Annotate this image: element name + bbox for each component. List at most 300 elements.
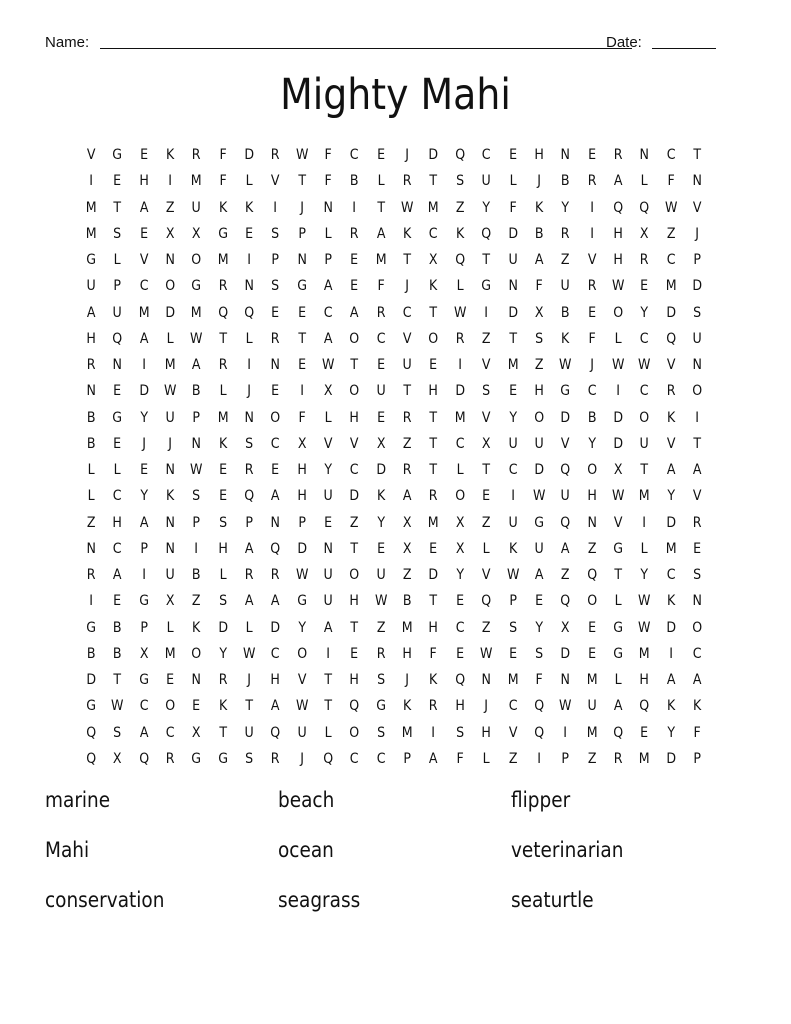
grid-cell[interactable]: Z — [350, 514, 359, 531]
grid-cell[interactable]: M — [191, 173, 202, 190]
grid-cell[interactable]: T — [482, 462, 491, 478]
grid-cell[interactable]: A — [692, 462, 702, 478]
grid-cell[interactable]: R — [271, 750, 280, 767]
grid-cell[interactable]: N — [244, 409, 254, 426]
grid-cell[interactable]: A — [244, 540, 254, 557]
grid-cell[interactable]: X — [613, 462, 623, 478]
grid-cell[interactable]: S — [376, 672, 385, 688]
grid-cell[interactable]: S — [245, 435, 254, 452]
grid-cell[interactable]: A — [139, 724, 149, 741]
grid-cell[interactable]: K — [218, 435, 228, 452]
grid-cell[interactable]: E — [350, 645, 359, 662]
grid-cell[interactable]: I — [510, 488, 515, 505]
grid-cell[interactable]: E — [376, 147, 385, 163]
grid-cell[interactable]: F — [219, 173, 227, 190]
grid-cell[interactable]: E — [640, 278, 649, 295]
grid-cell[interactable]: T — [377, 199, 385, 216]
grid-cell[interactable]: N — [86, 383, 96, 400]
grid-cell[interactable]: H — [139, 173, 149, 190]
grid-cell[interactable]: K — [508, 540, 517, 557]
grid-cell[interactable]: D — [665, 514, 676, 531]
grid-cell[interactable]: R — [271, 567, 280, 583]
grid-cell[interactable]: V — [482, 567, 491, 583]
grid-cell[interactable]: J — [247, 383, 252, 400]
grid-cell[interactable]: T — [324, 698, 333, 715]
grid-cell[interactable]: L — [219, 383, 227, 400]
grid-cell[interactable]: O — [165, 698, 176, 715]
grid-cell[interactable]: A — [271, 593, 280, 610]
grid-cell[interactable]: Y — [640, 304, 649, 321]
grid-cell[interactable]: U — [86, 278, 96, 295]
grid-cell[interactable]: M — [428, 199, 440, 216]
grid-cell[interactable]: D — [560, 409, 571, 426]
grid-cell[interactable]: L — [456, 462, 464, 478]
grid-cell[interactable]: D — [507, 304, 518, 321]
grid-cell[interactable]: Y — [482, 199, 491, 216]
grid-cell[interactable]: S — [271, 278, 280, 295]
grid-cell[interactable]: X — [482, 435, 491, 452]
grid-cell[interactable]: E — [324, 514, 333, 531]
grid-cell[interactable]: G — [191, 750, 202, 767]
grid-cell[interactable]: B — [113, 645, 122, 662]
grid-cell[interactable]: B — [86, 435, 96, 452]
grid-cell[interactable]: F — [667, 173, 675, 190]
grid-cell[interactable]: G — [191, 278, 202, 295]
grid-cell[interactable]: X — [534, 304, 544, 321]
grid-cell[interactable]: T — [693, 147, 701, 163]
grid-cell[interactable]: U — [323, 488, 333, 505]
grid-cell[interactable]: R — [218, 672, 228, 688]
grid-cell[interactable]: E — [376, 409, 385, 426]
grid-cell[interactable]: T — [350, 540, 359, 557]
grid-cell[interactable]: T — [429, 462, 438, 478]
grid-cell[interactable]: R — [271, 330, 280, 347]
grid-cell[interactable]: Z — [561, 252, 570, 268]
grid-cell[interactable]: H — [428, 619, 439, 636]
grid-cell[interactable]: E — [640, 724, 649, 741]
grid-cell[interactable]: V — [297, 672, 307, 688]
grid-cell[interactable]: R — [218, 278, 228, 295]
grid-cell[interactable]: F — [298, 409, 306, 426]
grid-cell[interactable]: R — [692, 514, 702, 531]
grid-cell[interactable]: C — [402, 304, 412, 321]
grid-cell[interactable]: U — [244, 724, 254, 741]
grid-cell[interactable]: N — [692, 593, 702, 610]
grid-cell[interactable]: A — [244, 593, 254, 610]
grid-cell[interactable]: A — [323, 330, 333, 347]
grid-cell[interactable]: F — [535, 278, 543, 295]
grid-cell[interactable]: G — [613, 619, 623, 636]
grid-cell[interactable]: N — [270, 514, 281, 531]
grid-cell[interactable]: C — [639, 330, 649, 347]
grid-cell[interactable]: M — [401, 724, 413, 741]
grid-cell[interactable]: R — [587, 278, 597, 295]
grid-cell[interactable]: P — [324, 252, 333, 268]
grid-cell[interactable]: G — [138, 672, 149, 688]
grid-cell[interactable]: D — [349, 488, 360, 505]
grid-cell[interactable]: Z — [666, 225, 676, 242]
grid-cell[interactable]: A — [666, 462, 676, 478]
grid-cell[interactable]: C — [587, 383, 597, 400]
grid-cell[interactable]: S — [218, 593, 227, 610]
grid-cell[interactable]: E — [455, 593, 464, 610]
grid-cell[interactable]: Y — [140, 488, 148, 505]
grid-cell[interactable]: D — [560, 645, 571, 662]
grid-cell[interactable]: I — [141, 357, 146, 373]
grid-cell[interactable]: E — [482, 488, 491, 505]
grid-cell[interactable]: W — [453, 304, 467, 321]
grid-cell[interactable]: C — [508, 698, 518, 715]
grid-cell[interactable]: R — [192, 147, 201, 163]
grid-cell[interactable]: W — [163, 383, 177, 400]
grid-cell[interactable]: L — [614, 672, 622, 688]
grid-cell[interactable]: G — [217, 750, 228, 767]
grid-cell[interactable]: E — [587, 147, 596, 163]
grid-cell[interactable]: O — [586, 462, 597, 478]
grid-cell[interactable]: Q — [270, 724, 281, 741]
grid-cell[interactable]: Y — [508, 409, 517, 426]
grid-cell[interactable]: K — [429, 672, 438, 688]
grid-cell[interactable]: O — [349, 724, 360, 741]
grid-cell[interactable]: M — [85, 225, 97, 242]
grid-cell[interactable]: L — [324, 409, 332, 426]
grid-cell[interactable]: H — [534, 383, 544, 400]
grid-cell[interactable]: T — [429, 593, 438, 610]
grid-cell[interactable]: A — [113, 567, 122, 583]
grid-cell[interactable]: N — [244, 278, 254, 295]
grid-cell[interactable]: F — [588, 330, 596, 347]
grid-cell[interactable]: V — [139, 252, 149, 268]
grid-cell[interactable]: N — [639, 147, 650, 163]
grid-cell[interactable]: X — [165, 225, 175, 242]
grid-cell[interactable]: D — [86, 672, 97, 688]
grid-cell[interactable]: M — [191, 304, 202, 321]
grid-cell[interactable]: N — [165, 462, 175, 478]
grid-cell[interactable]: I — [89, 173, 94, 190]
grid-cell[interactable]: E — [587, 645, 596, 662]
grid-cell[interactable]: Z — [482, 330, 491, 347]
grid-cell[interactable]: R — [613, 750, 623, 767]
grid-cell[interactable]: T — [298, 330, 306, 347]
grid-cell[interactable]: E — [113, 173, 122, 190]
grid-cell[interactable]: R — [560, 225, 570, 242]
grid-cell[interactable]: M — [507, 357, 519, 373]
grid-cell[interactable]: S — [245, 750, 254, 767]
grid-cell[interactable]: Q — [639, 199, 650, 216]
grid-cell[interactable]: K — [561, 330, 570, 347]
grid-cell[interactable]: O — [349, 567, 360, 583]
grid-cell[interactable]: G — [297, 593, 307, 610]
grid-cell[interactable]: A — [534, 252, 544, 268]
grid-cell[interactable]: U — [376, 567, 386, 583]
grid-cell[interactable]: Y — [324, 462, 333, 478]
grid-cell[interactable]: T — [350, 357, 359, 373]
grid-cell[interactable]: N — [692, 357, 702, 373]
grid-cell[interactable]: I — [458, 357, 462, 373]
grid-cell[interactable]: E — [587, 304, 596, 321]
grid-cell[interactable]: H — [349, 409, 360, 426]
grid-cell[interactable]: B — [192, 567, 201, 583]
grid-cell[interactable]: H — [297, 462, 307, 478]
grid-cell[interactable]: J — [300, 199, 304, 216]
grid-cell[interactable]: T — [298, 173, 306, 190]
grid-cell[interactable]: U — [560, 278, 570, 295]
grid-cell[interactable]: P — [192, 409, 201, 426]
grid-cell[interactable]: R — [455, 330, 465, 347]
grid-cell[interactable]: A — [271, 698, 280, 715]
grid-cell[interactable]: Q — [534, 724, 544, 741]
grid-cell[interactable]: L — [614, 593, 622, 610]
grid-cell[interactable]: R — [402, 409, 412, 426]
grid-cell[interactable]: S — [113, 724, 122, 741]
grid-cell[interactable]: B — [86, 409, 96, 426]
grid-cell[interactable]: C — [508, 462, 518, 478]
grid-cell[interactable]: W — [480, 645, 493, 662]
grid-cell[interactable]: C — [376, 750, 386, 767]
grid-cell[interactable]: M — [164, 357, 176, 373]
word-search-grid[interactable] — [78, 142, 710, 772]
grid-cell[interactable]: X — [113, 750, 122, 767]
grid-cell[interactable]: A — [534, 567, 544, 583]
grid-cell[interactable]: D — [270, 619, 281, 636]
grid-cell[interactable]: M — [507, 672, 519, 688]
grid-cell[interactable]: Z — [376, 619, 386, 636]
grid-cell[interactable]: B — [534, 225, 544, 242]
grid-cell[interactable]: C — [455, 435, 465, 452]
grid-cell[interactable]: K — [666, 409, 675, 426]
grid-cell[interactable]: X — [640, 225, 649, 242]
grid-cell[interactable]: N — [165, 540, 175, 557]
grid-cell[interactable]: Q — [481, 225, 492, 242]
grid-cell[interactable]: E — [429, 540, 438, 557]
grid-cell[interactable]: E — [587, 619, 596, 636]
grid-cell[interactable]: D — [692, 278, 702, 295]
grid-cell[interactable]: I — [273, 199, 278, 216]
grid-cell[interactable]: R — [244, 567, 254, 583]
grid-cell[interactable]: M — [638, 645, 650, 662]
grid-cell[interactable]: G — [297, 278, 307, 295]
grid-cell[interactable]: L — [245, 619, 253, 636]
grid-cell[interactable]: Z — [587, 750, 597, 767]
grid-cell[interactable]: U — [297, 724, 307, 741]
grid-cell[interactable]: A — [561, 540, 570, 557]
grid-cell[interactable]: A — [350, 304, 359, 321]
grid-cell[interactable]: P — [113, 278, 122, 295]
grid-cell[interactable]: W — [401, 199, 414, 216]
grid-cell[interactable]: U — [323, 567, 333, 583]
grid-cell[interactable]: Z — [165, 199, 175, 216]
grid-cell[interactable]: M — [138, 304, 150, 321]
grid-cell[interactable]: U — [560, 488, 570, 505]
grid-cell[interactable]: L — [509, 173, 517, 190]
grid-cell[interactable]: I — [563, 724, 568, 741]
grid-cell[interactable]: A — [323, 278, 333, 295]
grid-cell[interactable]: W — [611, 357, 625, 373]
grid-cell[interactable]: Q — [86, 750, 97, 767]
grid-cell[interactable]: S — [455, 173, 464, 190]
grid-cell[interactable]: P — [245, 514, 254, 531]
grid-cell[interactable]: S — [693, 304, 702, 321]
grid-cell[interactable]: Q — [86, 724, 97, 741]
grid-cell[interactable]: T — [324, 672, 333, 688]
grid-cell[interactable]: W — [532, 488, 546, 505]
grid-cell[interactable]: Y — [666, 724, 675, 741]
grid-cell[interactable]: E — [271, 383, 280, 400]
grid-cell[interactable]: G — [613, 645, 623, 662]
grid-cell[interactable]: Q — [586, 567, 597, 583]
grid-cell[interactable]: T — [693, 435, 701, 452]
grid-cell[interactable]: H — [613, 252, 623, 268]
grid-cell[interactable]: X — [323, 383, 333, 400]
grid-cell[interactable]: Z — [402, 435, 412, 452]
grid-cell[interactable]: W — [322, 357, 335, 373]
grid-cell[interactable]: E — [508, 147, 517, 163]
grid-cell[interactable]: S — [113, 225, 122, 242]
grid-cell[interactable]: E — [192, 698, 201, 715]
grid-cell[interactable]: N — [191, 672, 202, 688]
grid-cell[interactable]: E — [113, 383, 122, 400]
grid-cell[interactable]: U — [534, 435, 544, 452]
grid-cell[interactable]: X — [402, 514, 412, 531]
grid-cell[interactable]: P — [561, 750, 570, 767]
grid-cell[interactable]: Q — [481, 593, 492, 610]
grid-cell[interactable]: C — [666, 567, 676, 583]
grid-cell[interactable]: U — [481, 173, 491, 190]
grid-cell[interactable]: R — [376, 645, 386, 662]
grid-cell[interactable]: E — [535, 593, 543, 610]
grid-cell[interactable]: F — [456, 750, 464, 767]
grid-cell[interactable]: L — [114, 462, 122, 478]
grid-cell[interactable]: S — [508, 619, 517, 636]
grid-cell[interactable]: V — [587, 252, 597, 268]
grid-cell[interactable]: N — [481, 672, 492, 688]
grid-cell[interactable]: Z — [534, 357, 544, 373]
grid-cell[interactable]: C — [666, 252, 676, 268]
grid-cell[interactable]: X — [192, 724, 201, 741]
grid-cell[interactable]: K — [429, 278, 438, 295]
grid-cell[interactable]: Q — [455, 147, 465, 163]
grid-cell[interactable]: M — [454, 409, 466, 426]
grid-cell[interactable]: E — [271, 462, 280, 478]
grid-cell[interactable]: D — [665, 619, 676, 636]
grid-cell[interactable]: V — [666, 435, 676, 452]
grid-cell[interactable]: T — [350, 619, 359, 636]
grid-cell[interactable]: J — [141, 435, 146, 452]
grid-cell[interactable]: W — [664, 199, 677, 216]
grid-cell[interactable]: A — [613, 173, 623, 190]
grid-cell[interactable]: L — [324, 724, 332, 741]
grid-cell[interactable]: V — [482, 409, 491, 426]
grid-cell[interactable]: I — [247, 252, 252, 268]
grid-cell[interactable]: I — [431, 724, 436, 741]
grid-cell[interactable]: M — [164, 645, 176, 662]
grid-cell[interactable]: U — [376, 383, 386, 400]
grid-cell[interactable]: E — [508, 383, 517, 400]
grid-cell[interactable]: I — [484, 304, 489, 321]
grid-cell[interactable]: S — [218, 514, 227, 531]
grid-cell[interactable]: U — [508, 252, 518, 268]
grid-cell[interactable]: O — [586, 593, 597, 610]
grid-cell[interactable]: D — [428, 567, 439, 583]
grid-cell[interactable]: K — [166, 488, 175, 505]
grid-cell[interactable]: R — [587, 173, 597, 190]
grid-cell[interactable]: D — [376, 462, 386, 478]
grid-cell[interactable]: B — [192, 383, 201, 400]
grid-cell[interactable]: K — [376, 488, 386, 505]
grid-cell[interactable]: X — [376, 435, 386, 452]
grid-cell[interactable]: P — [140, 619, 148, 636]
grid-cell[interactable]: B — [113, 619, 122, 636]
grid-cell[interactable]: O — [455, 488, 465, 505]
grid-cell[interactable]: H — [402, 645, 413, 662]
grid-cell[interactable]: R — [218, 357, 228, 373]
grid-cell[interactable]: E — [218, 488, 227, 505]
grid-cell[interactable]: H — [297, 488, 307, 505]
grid-cell[interactable]: A — [192, 357, 201, 373]
grid-cell[interactable]: C — [350, 462, 360, 478]
grid-cell[interactable]: D — [507, 225, 518, 242]
grid-cell[interactable]: U — [165, 409, 175, 426]
grid-cell[interactable]: U — [323, 593, 333, 610]
grid-cell[interactable]: O — [349, 383, 360, 400]
grid-cell[interactable]: N — [507, 278, 518, 295]
grid-cell[interactable]: K — [218, 199, 228, 216]
grid-cell[interactable]: R — [86, 357, 96, 373]
grid-cell[interactable]: Z — [86, 514, 96, 531]
grid-cell[interactable]: Q — [112, 330, 123, 347]
grid-cell[interactable]: W — [243, 645, 256, 662]
grid-cell[interactable]: V — [692, 199, 702, 216]
grid-cell[interactable]: G — [217, 225, 228, 242]
grid-cell[interactable]: I — [89, 593, 94, 610]
grid-cell[interactable]: A — [139, 514, 149, 531]
grid-cell[interactable]: G — [86, 619, 97, 636]
grid-cell[interactable]: C — [139, 278, 149, 295]
grid-cell[interactable]: K — [455, 225, 465, 242]
grid-cell[interactable]: I — [642, 514, 647, 531]
grid-cell[interactable]: K — [166, 147, 175, 163]
grid-cell[interactable]: A — [271, 488, 280, 505]
grid-cell[interactable]: M — [665, 278, 677, 295]
grid-cell[interactable]: D — [534, 462, 544, 478]
grid-cell[interactable]: T — [508, 330, 517, 347]
grid-cell[interactable]: E — [139, 462, 148, 478]
grid-cell[interactable]: W — [611, 278, 625, 295]
grid-cell[interactable]: K — [192, 619, 201, 636]
grid-cell[interactable]: M — [375, 252, 387, 268]
grid-cell[interactable]: H — [218, 540, 228, 557]
grid-cell[interactable]: M — [638, 488, 650, 505]
grid-cell[interactable]: E — [245, 225, 254, 242]
grid-cell[interactable]: W — [638, 357, 651, 373]
grid-cell[interactable]: D — [665, 750, 676, 767]
grid-cell[interactable]: Q — [455, 672, 465, 688]
grid-cell[interactable]: C — [481, 147, 491, 163]
grid-cell[interactable]: G — [86, 252, 97, 268]
grid-cell[interactable]: S — [535, 645, 544, 662]
grid-cell[interactable]: Q — [534, 698, 544, 715]
grid-cell[interactable]: E — [297, 357, 306, 373]
grid-cell[interactable]: D — [455, 383, 465, 400]
grid-cell[interactable]: D — [244, 147, 255, 163]
grid-cell[interactable]: F — [324, 147, 332, 163]
grid-cell[interactable]: V — [86, 147, 96, 163]
grid-cell[interactable]: E — [429, 357, 438, 373]
grid-cell[interactable]: O — [692, 619, 703, 636]
grid-cell[interactable]: W — [506, 567, 519, 583]
grid-cell[interactable]: L — [114, 252, 122, 268]
grid-cell[interactable]: C — [113, 540, 122, 557]
